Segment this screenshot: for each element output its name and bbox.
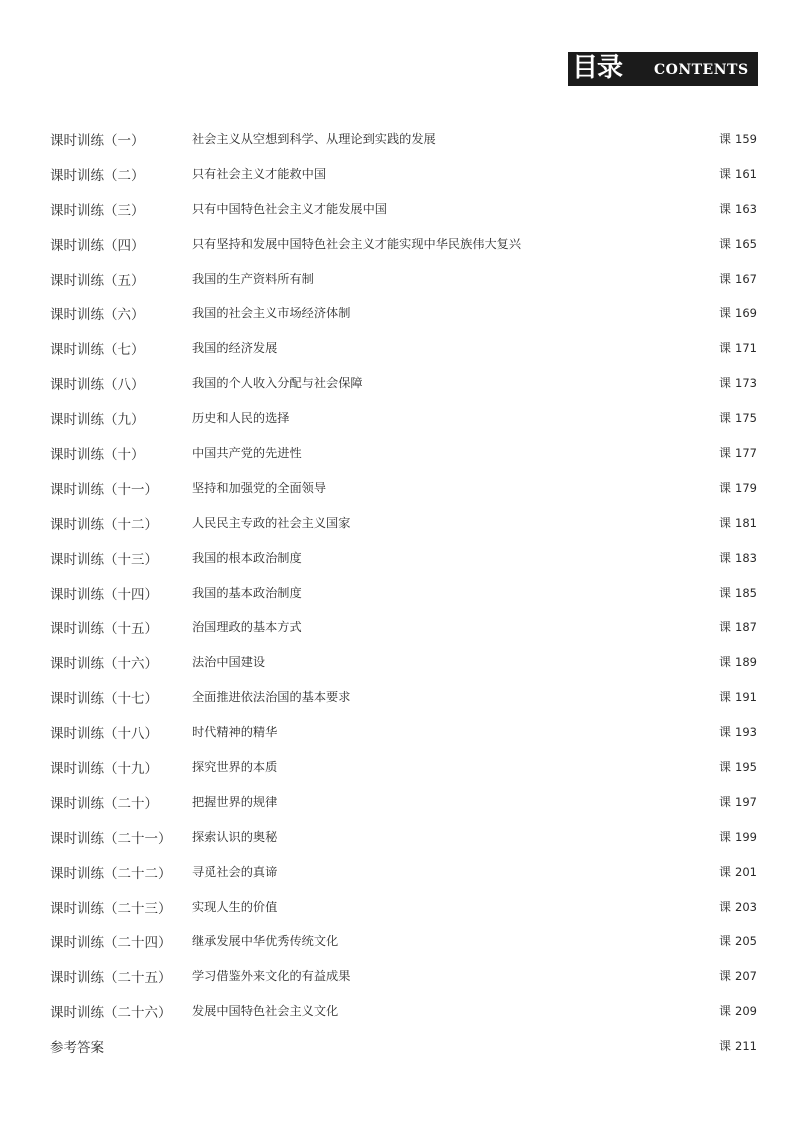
toc-page-prefix: 课 (719, 341, 732, 356)
toc-lesson-label: 课时训练（七） (50, 342, 145, 359)
toc-page-number (719, 200, 757, 217)
toc-lesson-label: 课时训练（二十） (50, 795, 158, 812)
toc-page-prefix: 课 (719, 1039, 732, 1054)
toc-page-number (719, 165, 757, 182)
toc-entry[interactable] (0, 819, 806, 854)
toc-page-number (719, 270, 757, 287)
toc-entry[interactable] (0, 679, 806, 714)
toc-topic: 我国的根本政治制度 (192, 550, 302, 565)
toc-entry[interactable] (0, 784, 806, 819)
toc-page-value: 165 (735, 236, 757, 251)
toc-lesson-label: 课时训练（二十二） (50, 865, 172, 882)
toc-page-number (719, 409, 757, 426)
toc-page-number (719, 1037, 757, 1054)
toc-lesson-label: 课时训练（八） (50, 377, 145, 394)
toc-lesson-label: 课时训练（十三） (50, 551, 158, 568)
toc-page-value: 171 (735, 341, 757, 356)
toc-lesson-label: 课时训练（十） (50, 447, 145, 464)
toc-page-value: 205 (735, 934, 757, 949)
toc-page-prefix: 课 (719, 515, 732, 530)
toc-page-prefix: 课 (719, 620, 732, 635)
toc-topic: 社会主义从空想到科学、从理论到实践的发展 (192, 132, 436, 146)
toc-page-value: 201 (735, 864, 757, 879)
toc-page-value: 203 (735, 899, 757, 914)
toc-lesson-label: 课时训练（二十三） (50, 900, 172, 917)
toc-page-prefix: 课 (719, 864, 732, 879)
toc-topic: 历史和人民的选择 (192, 411, 290, 426)
toc-page-value: 199 (735, 829, 757, 844)
toc-entry[interactable] (0, 1028, 806, 1063)
toc-lesson-label: 课时训练（二十四） (50, 935, 172, 952)
toc-page-number (719, 618, 757, 635)
toc-topic: 人民民主专政的社会主义国家 (192, 515, 351, 530)
toc-page-value: 193 (735, 725, 757, 740)
toc-lesson-label: 课时训练（二） (50, 167, 145, 184)
toc-topic: 探索认识的奥秘 (192, 829, 278, 844)
toc-topic: 寻觅社会的真谛 (192, 864, 278, 879)
toc-page-prefix: 课 (719, 132, 732, 146)
toc-topic: 治国理政的基本方式 (192, 620, 302, 635)
toc-page-value: 173 (735, 376, 757, 391)
toc-page-value: 183 (735, 550, 757, 565)
toc-entry[interactable] (0, 226, 806, 261)
toc-entry[interactable] (0, 575, 806, 610)
toc-topic: 发展中国特色社会主义文化 (192, 1004, 339, 1019)
toc-page-value: 209 (735, 1004, 757, 1019)
toc-topic: 中国共产党的先进性 (192, 446, 302, 461)
toc-page-value: 185 (735, 585, 757, 600)
toc-entry[interactable] (0, 609, 806, 644)
toc-entry[interactable] (0, 191, 806, 226)
toc-topic: 时代精神的精华 (192, 725, 278, 740)
toc-page-number (719, 758, 757, 775)
toc-page-number (719, 688, 757, 705)
toc-page-value: 179 (735, 480, 757, 495)
toc-page-number (719, 967, 757, 984)
toc-page-value: 207 (735, 969, 757, 984)
toc-entry[interactable] (0, 749, 806, 784)
toc-page-number (719, 584, 757, 601)
toc-lesson-label: 参考答案 (50, 1040, 104, 1057)
toc-entry[interactable] (0, 854, 806, 889)
toc-page-value: 211 (735, 1039, 757, 1054)
toc-lesson-label: 课时训练（四） (50, 237, 145, 254)
toc-topic: 我国的社会主义市场经济体制 (192, 306, 351, 321)
toc-lesson-label: 课时训练（十四） (50, 586, 158, 603)
toc-entry[interactable] (0, 330, 806, 365)
toc-entry[interactable] (0, 365, 806, 400)
contents-banner (568, 52, 758, 86)
toc-page-prefix: 课 (719, 376, 732, 391)
toc-lesson-label: 课时训练（九） (50, 412, 145, 429)
toc-lesson-label: 课时训练（三） (50, 202, 145, 219)
toc-page-prefix: 课 (719, 411, 732, 426)
toc-entry[interactable] (0, 644, 806, 679)
toc-topic: 我国的基本政治制度 (192, 585, 302, 600)
toc-topic: 学习借鉴外来文化的有益成果 (192, 969, 351, 984)
toc-page-prefix: 课 (719, 585, 732, 600)
toc-entry[interactable] (0, 156, 806, 191)
toc-page-number (719, 235, 757, 252)
toc-topic: 我国的个人收入分配与社会保障 (192, 376, 363, 391)
toc-topic: 我国的生产资料所有制 (192, 271, 314, 286)
toc-lesson-label: 课时训练（十五） (50, 621, 158, 638)
toc-topic: 继承发展中华优秀传统文化 (192, 934, 339, 949)
toc-page-number (719, 1002, 757, 1019)
toc-page-prefix: 课 (719, 166, 732, 181)
toc-entry[interactable] (0, 505, 806, 540)
toc-lesson-label: 课时训练（十七） (50, 691, 158, 708)
table-of-contents (0, 121, 806, 1063)
toc-lesson-label: 课时训练（六） (50, 307, 145, 324)
toc-topic: 把握世界的规律 (192, 794, 278, 809)
toc-topic: 坚持和加强党的全面领导 (192, 480, 327, 495)
toc-page-prefix: 课 (719, 934, 732, 949)
toc-page-prefix: 课 (719, 690, 732, 705)
toc-entry[interactable] (0, 923, 806, 958)
toc-page-number (719, 549, 757, 566)
toc-page-number (719, 898, 757, 915)
toc-entry[interactable] (0, 958, 806, 993)
toc-page-prefix: 课 (719, 446, 732, 461)
toc-page-value: 177 (735, 446, 757, 461)
toc-page-number (719, 479, 757, 496)
toc-page-value: 175 (735, 411, 757, 426)
toc-topic: 全面推进依法治国的基本要求 (192, 690, 351, 705)
toc-page-prefix: 课 (719, 760, 732, 775)
toc-page-number (719, 374, 757, 391)
toc-entry[interactable] (0, 295, 806, 330)
toc-page-prefix: 课 (719, 271, 732, 286)
toc-page-value: 197 (735, 794, 757, 809)
toc-page-value: 159 (735, 132, 757, 146)
toc-entry[interactable] (0, 435, 806, 470)
toc-page-number (719, 444, 757, 461)
toc-topic: 实现人生的价值 (192, 899, 278, 914)
toc-page-prefix: 课 (719, 969, 732, 984)
toc-page-prefix: 课 (719, 794, 732, 809)
toc-page-number (719, 723, 757, 740)
toc-page-number (719, 514, 757, 531)
toc-lesson-label: 课时训练（二十一） (50, 830, 172, 847)
toc-page-number (719, 130, 757, 147)
toc-topic: 只有坚持和发展中国特色社会主义才能实现中华民族伟大复兴 (192, 236, 522, 251)
toc-page-number (719, 863, 757, 880)
toc-topic: 探究世界的本质 (192, 760, 278, 775)
toc-lesson-label: 课时训练（五） (50, 272, 145, 289)
toc-page-value: 195 (735, 760, 757, 775)
toc-lesson-label: 课时训练（二十六） (50, 1005, 172, 1022)
toc-entry[interactable] (0, 993, 806, 1028)
toc-page-prefix: 课 (719, 550, 732, 565)
toc-entry[interactable] (0, 261, 806, 296)
toc-page-value: 161 (735, 166, 757, 181)
toc-page-prefix: 课 (719, 201, 732, 216)
toc-page-number (719, 339, 757, 356)
toc-lesson-label: 课时训练（十九） (50, 761, 158, 778)
toc-entry[interactable] (0, 470, 806, 505)
toc-page-value: 181 (735, 515, 757, 530)
toc-page-value: 169 (735, 306, 757, 321)
toc-page-value: 191 (735, 690, 757, 705)
toc-page-number (719, 304, 757, 321)
toc-lesson-label: 课时训练（十六） (50, 656, 158, 673)
toc-page-value: 187 (735, 620, 757, 635)
toc-lesson-label: 课时训练（一） (50, 133, 145, 149)
toc-page-prefix: 课 (719, 1004, 732, 1019)
toc-page-number (719, 793, 757, 810)
toc-topic: 我国的经济发展 (192, 341, 278, 356)
toc-lesson-label: 课时训练（二十五） (50, 970, 172, 987)
toc-entry[interactable] (0, 400, 806, 435)
toc-page-prefix: 课 (719, 655, 732, 670)
toc-entry[interactable] (0, 889, 806, 924)
toc-page-value: 163 (735, 201, 757, 216)
toc-page-prefix: 课 (719, 725, 732, 740)
toc-page-prefix: 课 (719, 480, 732, 495)
toc-entry[interactable] (0, 540, 806, 575)
toc-page-prefix: 课 (719, 306, 732, 321)
toc-page-number (719, 653, 757, 670)
toc-page-prefix: 课 (719, 236, 732, 251)
toc-entry[interactable] (0, 714, 806, 749)
toc-page-number (719, 932, 757, 949)
toc-lesson-label: 课时训练（十一） (50, 481, 158, 498)
toc-page-prefix: 课 (719, 899, 732, 914)
toc-page-value: 189 (735, 655, 757, 670)
banner-title: 目录 (572, 53, 623, 83)
toc-page-prefix: 课 (719, 829, 732, 844)
toc-entry[interactable] (0, 121, 806, 156)
toc-page-number (719, 828, 757, 845)
toc-lesson-label: 课时训练（十二） (50, 516, 158, 533)
toc-topic: 法治中国建设 (192, 655, 266, 670)
toc-topic: 只有社会主义才能救中国 (192, 166, 327, 181)
toc-topic: 只有中国特色社会主义才能发展中国 (192, 201, 387, 216)
toc-lesson-label: 课时训练（十八） (50, 726, 158, 743)
banner-subtitle: CONTENTS (654, 62, 749, 78)
toc-page-value: 167 (735, 271, 757, 286)
